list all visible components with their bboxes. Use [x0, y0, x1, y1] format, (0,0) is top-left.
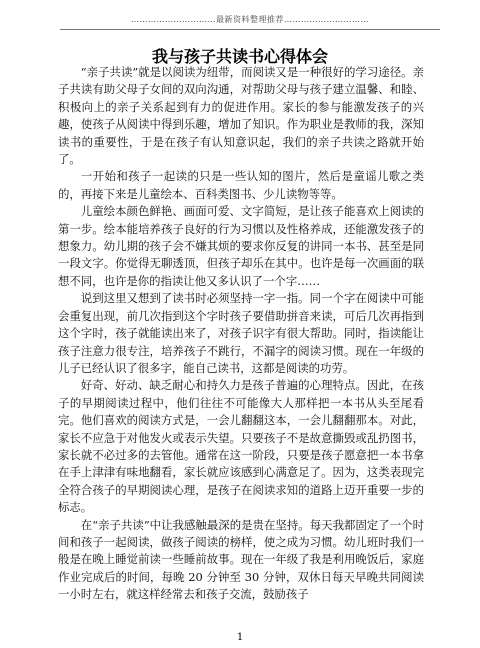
paragraph: “亲子共读”就是以阅读为纽带，而阅读又是一种很好的学习途径。亲子共读有助父母子女间的双向沟通，对帮助父母与孩子建立温馨、和睦、积极向上的亲子关系起到有力的促进作用。家长的参与能激发孩子的兴趣，使孩子从阅读中得到乐趣，增加了知识。作为职业是教师的我，深知读书的重要性，于是在孩子有认知意识起，我们的亲子共读之路就开始了。: [58, 65, 424, 167]
document-body: [58, 64, 424, 604]
header-divider: [60, 29, 440, 30]
page-number: 1: [236, 632, 244, 643]
document-title: 我与孩子共读书心得体会: [151, 47, 328, 66]
page-header: …………………………最新资料整理推荐…………………………: [131, 15, 369, 24]
paragraph: 说到这里又想到了读书时必须坚持一字一指。同一个字在阅读中可能会重复出现，前几次指到这个字时孩子要借助拼音来读，可后几次再指到这个字时，孩子就能读出来了，对孩子识字有很大帮助。同时，指读能让孩子注意力很专注，培养孩子不跳行，不漏字的阅读习惯。现在一年级的儿子已经认识了很多字，能自己读书，这都是阅读的功劳。: [58, 291, 424, 375]
paragraph: 在“亲子共读”中让我感触最深的是贵在坚持。每天我都固定了一个时间和孩子一起阅读，做孩子阅读的榜样，使之成为习惯。幼儿班时我们一般是在晚上睡觉前读一些睡前故事。现在一年级了我是利用晚饭后，家庭作业完成后的时间，每晚 20 分钟至 30 分钟，双休日每天早晚共同阅读一小时左右，就这样经常去和孩子交流，鼓励孩子: [58, 517, 424, 602]
paragraph: 好奇、好动、缺乏耐心和持久力是孩子普遍的心理特点。因此，在孩子的早期阅读过程中，他们往往不可能像大人那样把一本书从头至尾看完。他们喜欢的阅读方式是，一会儿翻翻这本，一会儿翻翻那本。对此，家长不应急于对他发火或表示失望。只要孩子不是故意撕毁或乱扔图书，家长就不必过多的去管他。通常在这一阶段，只要是孩子愿意把一本书拿在手上津津有味地翻看，家长就应该感到心满意足了。因为，这类表现完全符合孩子的早期阅读心理，是孩子在阅读求知的道路上迈开重要一步的标志。: [58, 378, 424, 515]
paragraph: 一开始和孩子一起读的只是一些认知的图片，然后是童谣儿歌之类的，再接下来是儿童绘本、百科类图书、少儿读物等等。: [58, 169, 424, 201]
paragraph: 儿童绘本颜色鲜艳、画面可爱、文字简短，是让孩子能喜欢上阅读的第一步。绘本能培养孩子良好的行为习惯以及性格养成，还能激发孩子的想象力。幼儿期的孩子会不嫌其烦的要求你反复的讲同一本书、甚至是同一段文字。你觉得无聊透顶，但孩子却乐在其中。也许是每一次画面的联想不同，也许是你的指读让他又多认识了一个字……: [58, 204, 424, 288]
